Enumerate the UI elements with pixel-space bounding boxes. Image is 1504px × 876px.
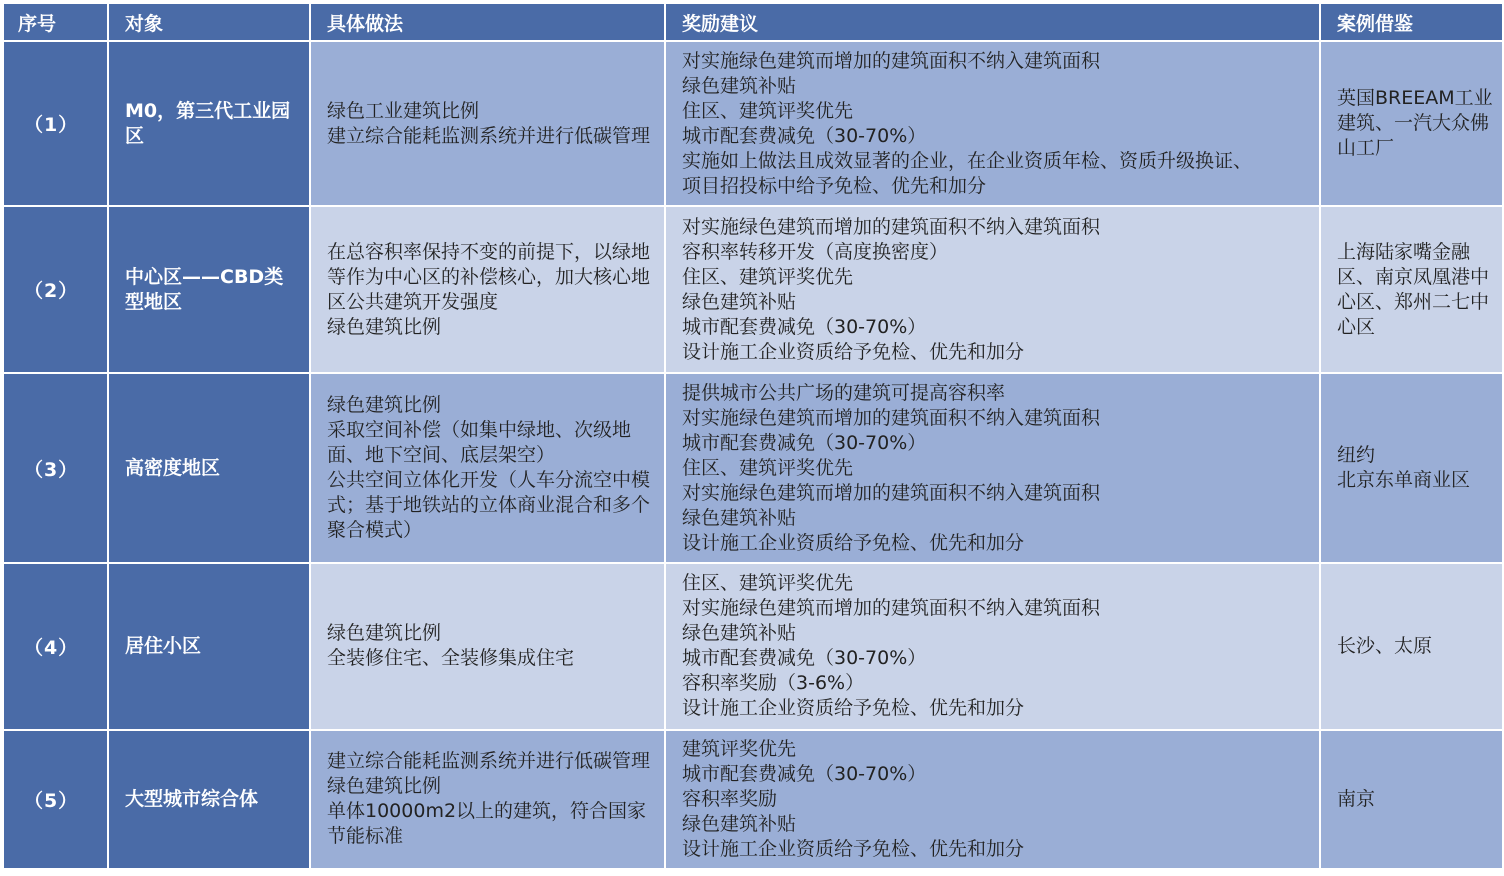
row-method bbox=[310, 373, 665, 563]
row-case: 纽约 北京东单商业区 bbox=[1320, 373, 1503, 563]
reward-item: 对实施绿色建筑而增加的建筑面积不纳入建筑面积 bbox=[682, 481, 1101, 504]
reward-item: 城市配套费减免（30-70%） bbox=[682, 762, 927, 785]
reward-item: 绿色建筑补贴 bbox=[682, 622, 797, 645]
method-item: 绿色建筑比例 bbox=[327, 394, 442, 416]
header-rewards: 奖励建议 bbox=[665, 3, 1320, 41]
reward-item: 绿色建筑补贴 bbox=[682, 290, 797, 313]
reward-item: 设计施工企业资质给予免检、优先和加分 bbox=[682, 340, 1025, 363]
row-rewards bbox=[665, 373, 1320, 563]
reward-item: 城市配套费减免（30-70%） bbox=[682, 431, 927, 454]
row-index: （5） bbox=[3, 730, 108, 869]
reward-item: 建筑评奖优先 bbox=[682, 737, 797, 760]
row-method bbox=[310, 41, 665, 206]
reward-item: 住区、建筑评奖优先 bbox=[682, 456, 854, 479]
method-item: 绿色建筑比例 bbox=[327, 315, 442, 338]
reward-item: 对实施绿色建筑而增加的建筑面积不纳入建筑面积 bbox=[682, 49, 1101, 72]
reward-item: 住区、建筑评奖优先 bbox=[682, 265, 854, 288]
row-case: 南京 bbox=[1320, 730, 1503, 869]
row-index: （4） bbox=[3, 563, 108, 729]
row-index: （3） bbox=[3, 373, 108, 563]
header-method: 具体做法 bbox=[310, 3, 665, 41]
reward-item: 绿色建筑补贴 bbox=[682, 74, 797, 97]
reward-item: 绿色建筑补贴 bbox=[682, 812, 797, 835]
header-index: 序号 bbox=[3, 3, 108, 41]
row-rewards bbox=[665, 730, 1320, 869]
header-object: 对象 bbox=[108, 3, 310, 41]
row-method bbox=[310, 206, 665, 372]
reward-item: 设计施工企业资质给予免检、优先和加分 bbox=[682, 531, 1025, 554]
method-item: 在总容积率保持不变的前提下，以绿地等作为中心区的补偿核心，加大核心地区公共建筑开发强度 bbox=[327, 240, 651, 313]
method-item: 采取空间补偿（如集中绿地、次级地面、地下空间、底层架空） bbox=[327, 419, 632, 466]
row-object: 中心区——CBD类型地区 bbox=[108, 206, 310, 372]
reward-item: 对实施绿色建筑而增加的建筑面积不纳入建筑面积 bbox=[682, 215, 1101, 238]
reward-item: 项目招投标中给予免检、优先和加分 bbox=[682, 174, 987, 197]
table-row bbox=[3, 563, 1503, 729]
header-case: 案例借鉴 bbox=[1320, 3, 1503, 41]
row-object: 高密度地区 bbox=[108, 373, 310, 563]
header-row bbox=[3, 3, 1503, 41]
row-method bbox=[310, 563, 665, 729]
reward-item: 对实施绿色建筑而增加的建筑面积不纳入建筑面积 bbox=[682, 406, 1101, 429]
row-index: （1） bbox=[3, 41, 108, 206]
row-case: 上海陆家嘴金融区、南京凤凰港中心区、郑州二七中心区 bbox=[1320, 206, 1503, 372]
row-object: M0，第三代工业园区 bbox=[108, 41, 310, 206]
method-item: 单体10000m2以上的建筑，符合国家节能标准 bbox=[327, 800, 647, 848]
method-item: 全装修住宅、全装修集成住宅 bbox=[327, 647, 575, 670]
table-row bbox=[3, 206, 1503, 372]
table-row bbox=[3, 730, 1503, 869]
reward-item: 设计施工企业资质给予免检、优先和加分 bbox=[682, 697, 1025, 720]
reward-item: 城市配套费减免（30-70%） bbox=[682, 647, 927, 670]
reward-item: 城市配套费减免（30-70%） bbox=[682, 124, 927, 147]
table-row bbox=[3, 41, 1503, 206]
method-item: 公共空间立体化开发（人车分流空中模式；基于地铁站的立体商业混合和多个聚合模式） bbox=[327, 469, 651, 541]
method-item: 建立综合能耗监测系统并进行低碳管理 bbox=[327, 124, 651, 147]
reward-item: 设计施工企业资质给予免检、优先和加分 bbox=[682, 837, 1025, 860]
row-case: 英国BREEAM工业建筑、一汽大众佛山工厂 bbox=[1320, 41, 1503, 206]
reward-item: 提供城市公共广场的建筑可提高容积率 bbox=[682, 381, 1006, 404]
method-item: 绿色建筑比例 bbox=[327, 775, 442, 798]
reward-item: 住区、建筑评奖优先 bbox=[682, 572, 854, 595]
row-index: （2） bbox=[3, 206, 108, 372]
row-case: 长沙、太原 bbox=[1320, 563, 1503, 729]
table-row bbox=[3, 373, 1503, 563]
reward-item: 绿色建筑补贴 bbox=[682, 506, 797, 529]
reward-item: 对实施绿色建筑而增加的建筑面积不纳入建筑面积 bbox=[682, 597, 1101, 620]
method-item: 绿色建筑比例 bbox=[327, 622, 442, 645]
row-rewards bbox=[665, 563, 1320, 729]
reward-item: 容积率转移开发（高度换密度） bbox=[682, 240, 949, 263]
method-item: 绿色工业建筑比例 bbox=[327, 99, 480, 122]
reward-item: 住区、建筑评奖优先 bbox=[682, 99, 854, 122]
row-rewards bbox=[665, 41, 1320, 206]
reward-item: 容积率奖励（3-6%） bbox=[682, 672, 865, 695]
method-item: 建立综合能耗监测系统并进行低碳管理 bbox=[327, 750, 651, 773]
reward-item: 城市配套费减免（30-70%） bbox=[682, 315, 927, 338]
reward-item: 实施如上做法且成效显著的企业，在企业资质年检、资质升级换证、 bbox=[682, 149, 1253, 172]
row-object: 居住小区 bbox=[108, 563, 310, 729]
reward-item: 容积率奖励 bbox=[682, 787, 778, 810]
incentive-table bbox=[2, 2, 1504, 870]
row-object: 大型城市综合体 bbox=[108, 730, 310, 869]
row-rewards bbox=[665, 206, 1320, 372]
row-method bbox=[310, 730, 665, 869]
